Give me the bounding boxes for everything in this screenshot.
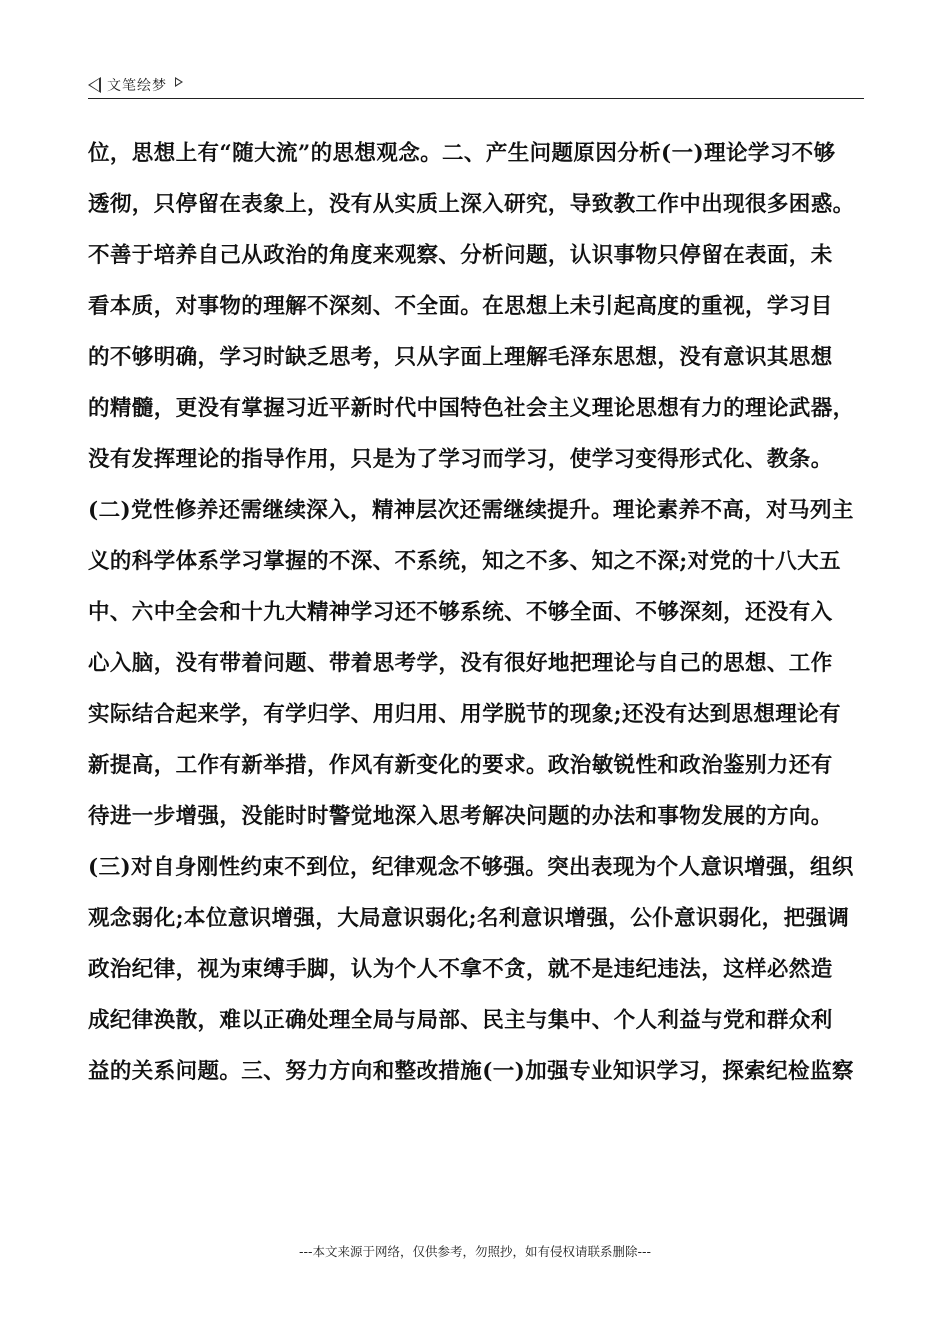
text-line: 新提高，工作有新举措，作风有新变化的要求。政治敏锐性和政治鉴别力还有: [88, 753, 833, 778]
text-line: 看本质，对事物的理解不深刻、不全面。在思想上未引起高度的重视，学习目: [88, 294, 833, 319]
text-line: (三)对自身刚性约束不到位，纪律观念不够强。突出表现为个人意识增强，组织: [88, 855, 854, 880]
text-line: 成纪律涣散，难以正确处理全局与局部、民主与集中、个人利益与党和群众利: [88, 1008, 833, 1033]
text-line: 观念弱化;本位意识增强，大局意识弱化;名利意识增强，公仆意识弱化，把强调: [88, 906, 850, 931]
text-line: 位，思想上有“随大流”的思想观念。二、产生问题原因分析(一)理论学习不够: [88, 141, 836, 166]
text-line: 的不够明确，学习时缺乏思考，只从字面上理解毛泽东思想，没有意识其思想: [88, 345, 833, 370]
text-line: 实际结合起来学，有学归学、用归用、用学脱节的现象;还没有达到思想理论有: [88, 702, 841, 727]
text-line: 的精髓，更没有掌握习近平新时代中国特色社会主义理论思想有力的理论武器，: [88, 396, 855, 421]
text-line: (二)党性修养还需继续深入，精神层次还需继续提升。理论素养不高，对马列主: [88, 498, 854, 523]
text-line: 没有发挥理论的指导作用，只是为了学习而学习，使学习变得形式化、教条。: [88, 447, 833, 472]
left-triangle-icon: [88, 77, 101, 93]
brand-name: 文笔绘梦: [107, 78, 167, 94]
text-line: 心入脑，没有带着问题、带着思考学，没有很好地把理论与自己的思想、工作: [88, 651, 833, 676]
text-line: 益的关系问题。三、努力方向和整改措施(一)加强专业知识学习，探索纪检监察: [88, 1059, 854, 1084]
text-line: 待进一步增强，没能时时警觉地深入思考解决问题的办法和事物发展的方向。: [88, 804, 833, 829]
page-footer: ---本文来源于网络，仅供参考，勿照抄，如有侵权请联系删除---: [298, 1244, 652, 1259]
text-line: 透彻，只停留在表象上，没有从实质上深入研究，导致教工作中出现很多困惑。: [88, 192, 855, 217]
text-line: 中、六中全会和十九大精神学习还不够系统、不够全面、不够深刻，还没有入: [88, 600, 833, 625]
right-triangle-icon: [175, 77, 183, 87]
text-line: 不善于培养自己从政治的角度来观察、分析问题，认识事物只停留在表面，未: [88, 243, 833, 268]
document-body: [88, 128, 864, 1097]
text-line: 义的科学体系学习掌握的不深、不系统，知之不多、知之不深;对党的十八大五: [88, 549, 841, 574]
text-line: 政治纪律，视为束缚手脚，认为个人不拿不贪，就不是违纪违法，这样必然造: [88, 957, 833, 982]
page-header: [88, 72, 864, 99]
